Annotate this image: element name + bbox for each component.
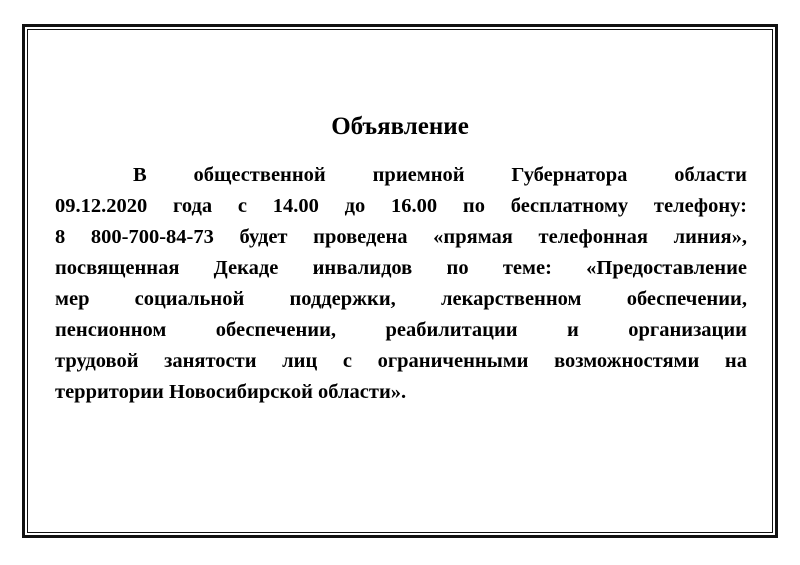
body-line: 09.12.2020 года с 14.00 до 16.00 по бесплатному телефону: <box>55 195 747 217</box>
body-line: пенсионном обеспечении, реабилитации и организации <box>55 319 747 341</box>
body-line: В общественной приемной Губернатора области <box>133 164 747 186</box>
body-line: посвященная Декаде инвалидов по теме: «Предоставление <box>55 257 747 279</box>
body-line: 8 800-700-84-73 будет проведена «прямая телефонная линия», <box>55 226 747 248</box>
body-line: территории Новосибирской области». <box>55 381 407 403</box>
body-line: мер социальной поддержки, лекарственном обеспечении, <box>55 288 747 310</box>
body-line: трудовой занятости лиц с ограниченными возможностями на <box>55 350 747 372</box>
announcement-body <box>55 160 747 408</box>
announcement-title: Объявление <box>331 113 469 140</box>
